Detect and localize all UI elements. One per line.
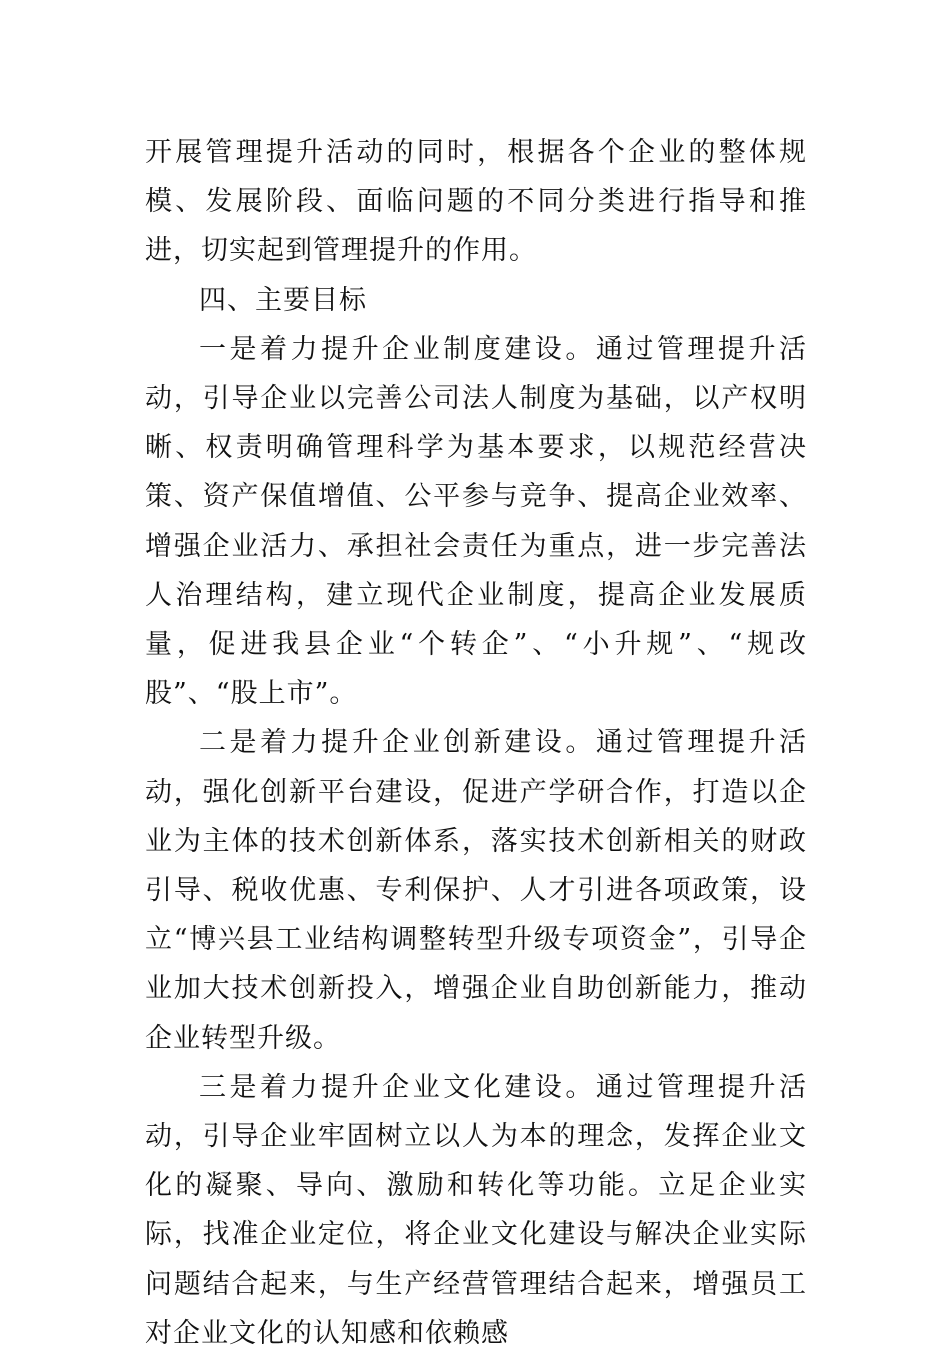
- paragraph-continuation: 开展管理提升活动的同时，根据各个企业的整体规模、发展阶段、面临问题的不同分类进行指导和推进，切实起到管理提升的作用。: [145, 137, 807, 267]
- paragraph-goal-2: 二是着力提升企业创新建设。通过管理提升活动，强化创新平台建设，促进产学研合作，打造以企业为主体的技术创新体系，落实技术创新相关的财政引导、税收优惠、专利保护、人才引进各项政策，设立“博兴县工业结构调整转型升级专项资金”，引导企业加大技术创新投入，增强企业自助创新能力，推动企业转型升级。: [145, 727, 807, 1054]
- paragraph-goal-1: 一是着力提升企业制度建设。通过管理提升活动，引导企业以完善公司法人制度为基础，以产权明晰、权责明确管理科学为基本要求，以规范经营决策、资产保值增值、公平参与竞争、提高企业效率、增强企业活力、承担社会责任为重点，进一步完善法人治理结构，建立现代企业制度，提高企业发展质量，促进我县企业“个转企”、“小升规”、“规改股”、“股上市”。: [145, 333, 807, 710]
- paragraph-goal-3: 三是着力提升企业文化建设。通过管理提升活动，引导企业牢固树立以人为本的理念，发挥企业文化的凝聚、导向、激励和转化等功能。立足企业实际，找准企业定位，将企业文化建设与解决企业实际问题结合起来，与生产经营管理结合起来，增强员工对企业文化的认知感和依赖感: [145, 1071, 807, 1349]
- section-heading: 四、主要目标: [199, 284, 367, 316]
- document-body: [145, 128, 807, 1358]
